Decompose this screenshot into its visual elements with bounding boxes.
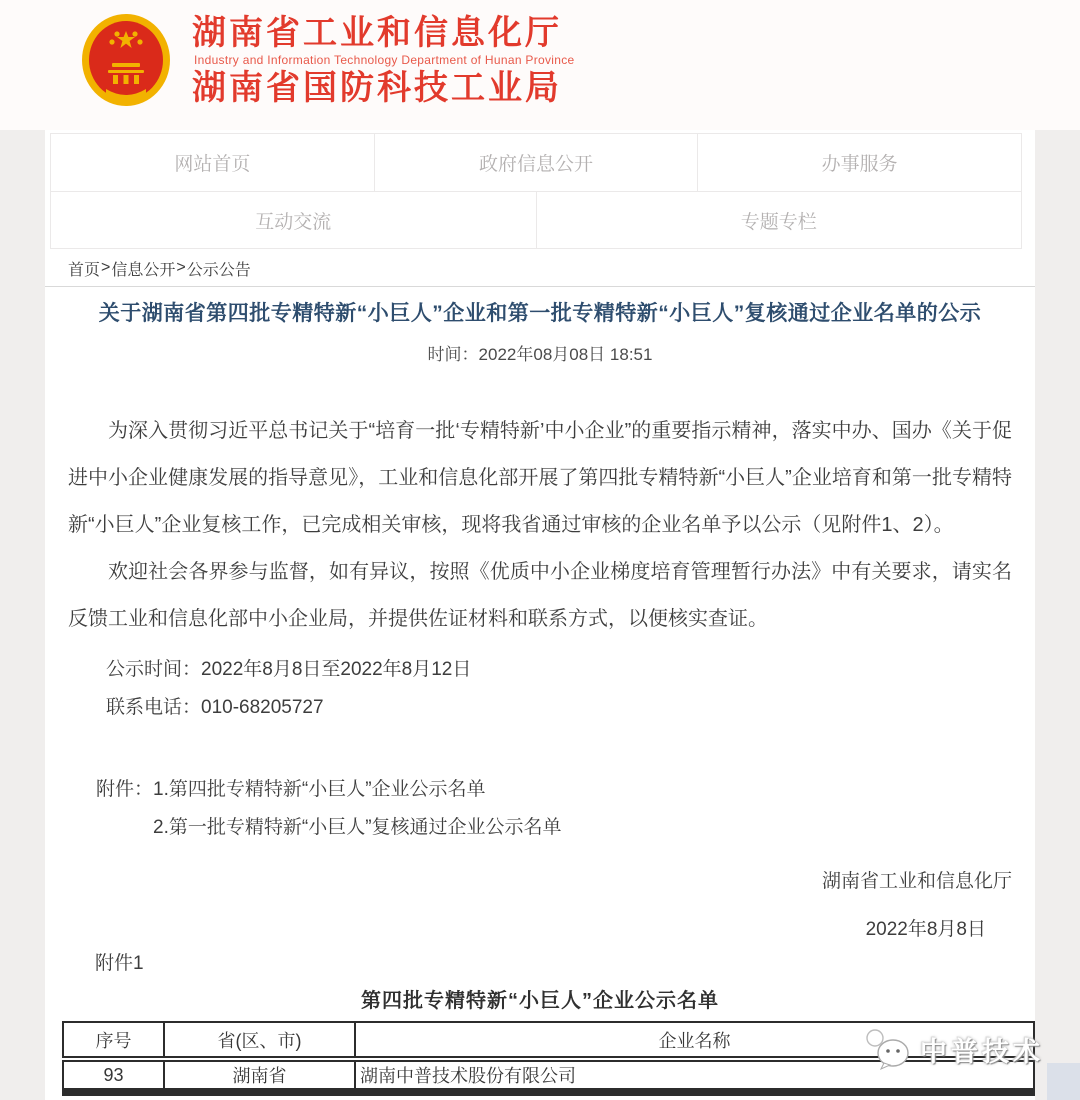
site-identity xyxy=(192,14,575,107)
article-timestamp: 时间：2022年08月08日 18:51 xyxy=(427,345,653,364)
org-name-en: Industry and Information Technology Department of Hunan Province xyxy=(194,53,575,68)
signature-date: 2022年8月8日 xyxy=(865,919,986,940)
attachment-link-1: 1.第四批专精特新“小巨人”企业公示名单 xyxy=(153,779,486,800)
nav-item-special-columns[interactable]: 专题专栏 xyxy=(536,192,1022,248)
signature-block xyxy=(68,866,1012,941)
breadcrumb-home[interactable]: 首页 xyxy=(68,261,101,279)
paragraph-2: 欢迎社会各界参与监督，如有异议，按照《优质中小企业梯度培育管理暂行办法》中有关要求，请实名反馈工业和信息化部中小企业局，并提供佐证材料和联系方式，以便核实查证。 xyxy=(68,561,1012,630)
nav-row-1 xyxy=(51,134,1021,191)
attachment1-table-title: 第四批专精特新“小巨人”企业公示名单 xyxy=(361,990,719,1012)
breadcrumb-info-disclosure[interactable]: 信息公开 xyxy=(111,261,176,279)
cell-province: 湖南省 xyxy=(164,1059,355,1092)
breadcrumb xyxy=(45,250,1035,287)
attachment1-label: 附件1 xyxy=(95,953,144,974)
national-emblem-icon xyxy=(78,10,174,112)
nav-item-home[interactable]: 网站首页 xyxy=(174,154,251,175)
watermark-text: 中普技术 xyxy=(920,1036,1044,1067)
org-name2-cn: 湖南省国防科技工业局 xyxy=(192,69,562,108)
breadcrumb-announcements[interactable]: 公示公告 xyxy=(186,261,251,279)
attachments-label: 附件： xyxy=(96,779,154,800)
nav-row-2 xyxy=(51,191,1021,248)
col-header-company: 企业名称 xyxy=(355,1022,1034,1059)
nav-item-gov-info[interactable]: 政府信息公开 xyxy=(374,134,698,191)
article-body xyxy=(68,408,1012,847)
attachments-list xyxy=(153,771,562,847)
breadcrumb-separator: > xyxy=(176,259,186,276)
col-header-province: 省(区、市) xyxy=(164,1022,355,1059)
chat-bubbles-logo-icon xyxy=(862,1026,914,1072)
contact-phone-line: 联系电话：010-68205727 xyxy=(106,697,324,718)
org-name-cn: 湖南省工业和信息化厅 xyxy=(192,14,562,52)
nav-item-services[interactable]: 办事服务 xyxy=(697,134,1021,191)
nav-item-interaction[interactable]: 互动交流 xyxy=(255,211,332,233)
cell-company-name: 湖南中普技术股份有限公司 xyxy=(355,1059,1034,1092)
corner-decoration xyxy=(1047,1063,1080,1100)
signature-org: 湖南省工业和信息化厅 xyxy=(821,871,1012,892)
breadcrumb-separator: > xyxy=(101,259,111,276)
article-title: 关于湖南省第四批专精特新“小巨人”企业和第一批专精特新“小巨人”复核通过企业名单的公示 xyxy=(98,302,982,325)
paragraph-1: 为深入贯彻习近平总书记关于“培育一批‘专精特新’中小企业”的重要指示精神，落实中办、国办《关于促进中小企业健康发展的指导意见》，工业和信息化部开展了第四批专精特新“小巨人”企业培育和第一批专精特新“小巨人”企业复核工作，已完成相关审核，现将我省通过审核的企业名单予以公示（见附件1、2）。 xyxy=(68,420,1012,536)
col-header-serial: 序号 xyxy=(63,1022,164,1059)
publicity-time-line: 公示时间：2022年8月8日至2022年8月12日 xyxy=(106,659,472,680)
cell-serial: 93 xyxy=(63,1059,164,1092)
watermark xyxy=(862,1026,1044,1072)
main-nav xyxy=(50,133,1022,249)
site-header xyxy=(0,0,1080,130)
attachment-link-2: 2.第一批专精特新“小巨人”复核通过企业公示名单 xyxy=(153,817,562,838)
attachments-block xyxy=(68,771,1012,847)
